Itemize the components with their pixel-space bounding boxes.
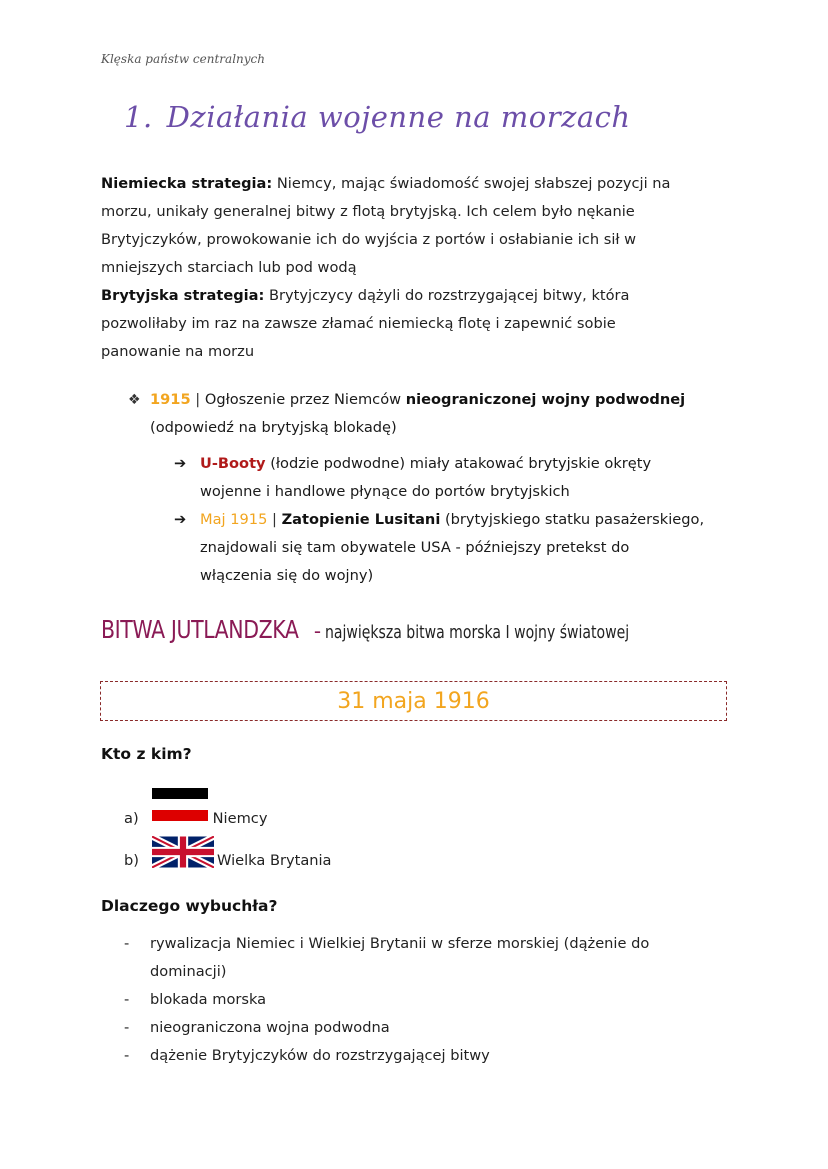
german-strategy-label: Niemiecka strategia: [101, 175, 273, 192]
paragraph-text: panowanie na morzu [101, 343, 255, 360]
list-item-text: blokada morska [150, 991, 267, 1008]
paragraph-text: pozwoliłaby im raz na zawsze złamać niemiecką flotę i zapewnić sobie [101, 315, 616, 332]
sub-text: (brytyjskiego statku pasażerskiego, [440, 511, 705, 528]
sub-item-text [174, 506, 744, 590]
separator: | [190, 391, 205, 408]
sub-item-u-booty [174, 450, 744, 506]
sub-text: znajdowali się tam obywatele USA - późniejszy pretekst do [200, 539, 630, 556]
dash-bullet: - [124, 991, 130, 1008]
option-b-name: Wielka Brytania [216, 852, 332, 869]
list-item-text-line2: dominacji) [150, 963, 227, 980]
date-box [100, 681, 727, 721]
battle-heading [101, 615, 715, 644]
section-number: 1. [124, 100, 153, 134]
list-item [124, 1014, 744, 1042]
dash-bullet: - [124, 935, 130, 952]
u-booty-term: U-Booty [200, 455, 266, 472]
flag-stripe-black [152, 788, 208, 799]
option-a [124, 809, 267, 829]
bullet-text-line2: (odpowiedź na brytyjską blokadę) [150, 419, 397, 436]
bullet-1915 [128, 386, 768, 442]
list-item [124, 930, 744, 986]
sub-text: wojenne i handlowe płynące do portów brytyjskich [200, 483, 570, 500]
bullet-bold: nieograniczonej wojny podwodnej [405, 391, 686, 408]
paragraph-text: morzu, unikały generalnej bitwy z flotą brytyjską. Ich celem było nękanie [101, 203, 635, 220]
separator: | [267, 511, 282, 528]
list-item-text: dążenie Brytyjczyków do rozstrzygającej bitwy [150, 1047, 490, 1064]
german-strategy-paragraph [101, 170, 741, 282]
dash-bullet: - [124, 1019, 130, 1036]
diamond-bullet-icon: ❖ [128, 392, 141, 408]
question-why: Dlaczego wybuchła? [101, 897, 278, 915]
option-b [124, 851, 332, 871]
section-title: Działania wojenne na morzach [166, 100, 631, 134]
list-item [124, 1042, 744, 1070]
paragraph-text: Niemcy, mając świadomość swojej słabszej pozycji na [272, 175, 671, 192]
sub-text: włączenia się do wojny) [200, 567, 374, 584]
dash-bullet: - [124, 1047, 130, 1064]
question-who: Kto z kim? [101, 745, 192, 763]
arrow-right-icon: ➔ [174, 455, 187, 472]
battle-description: największa bitwa morska I wojny światowej [325, 622, 630, 643]
paragraph-text: Brytyjczyków, prowokowanie ich do wyjścia z portów i osłabianie ich sił w [101, 231, 637, 248]
option-a-label: a) [124, 810, 139, 827]
lusitania-date: Maj 1915 [200, 511, 268, 528]
paragraph-text: mniejszych starciach lub pod wodą [101, 259, 357, 276]
running-head: Klęska państw centralnych [101, 52, 265, 66]
arrow-right-icon: ➔ [174, 511, 187, 528]
lusitania-bold: Zatopienie Lusitani [281, 511, 441, 528]
list-item-text: nieograniczona wojna podwodna [150, 1019, 390, 1036]
bullet-item [128, 386, 768, 442]
battle-date: 31 maja 1916 [337, 688, 490, 714]
option-b-label: b) [124, 852, 139, 869]
bullet-text: Ogłoszenie przez Niemców [204, 391, 406, 408]
option-a-name: Niemcy [212, 810, 268, 827]
british-strategy-paragraph [101, 282, 741, 366]
paragraph-text: Brytyjczycy dążyli do rozstrzygającej bitwy, która [264, 287, 630, 304]
battle-dash: - [313, 619, 322, 643]
bullet-year: 1915 [150, 391, 191, 408]
battle-name: BITWA JUTLANDZKA [101, 615, 299, 644]
list-item [124, 986, 744, 1014]
section-heading [124, 100, 631, 134]
british-strategy-label: Brytyjska strategia: [101, 287, 265, 304]
sub-item-text [174, 450, 744, 506]
reasons-list [124, 930, 744, 1070]
sub-item-lusitania [174, 506, 744, 590]
sub-text: (łodzie podwodne) miały atakować brytyjskie okręty [265, 455, 652, 472]
list-item-text: rywalizacja Niemiec i Wielkiej Brytanii w sferze morskiej (dążenie do [150, 935, 650, 952]
